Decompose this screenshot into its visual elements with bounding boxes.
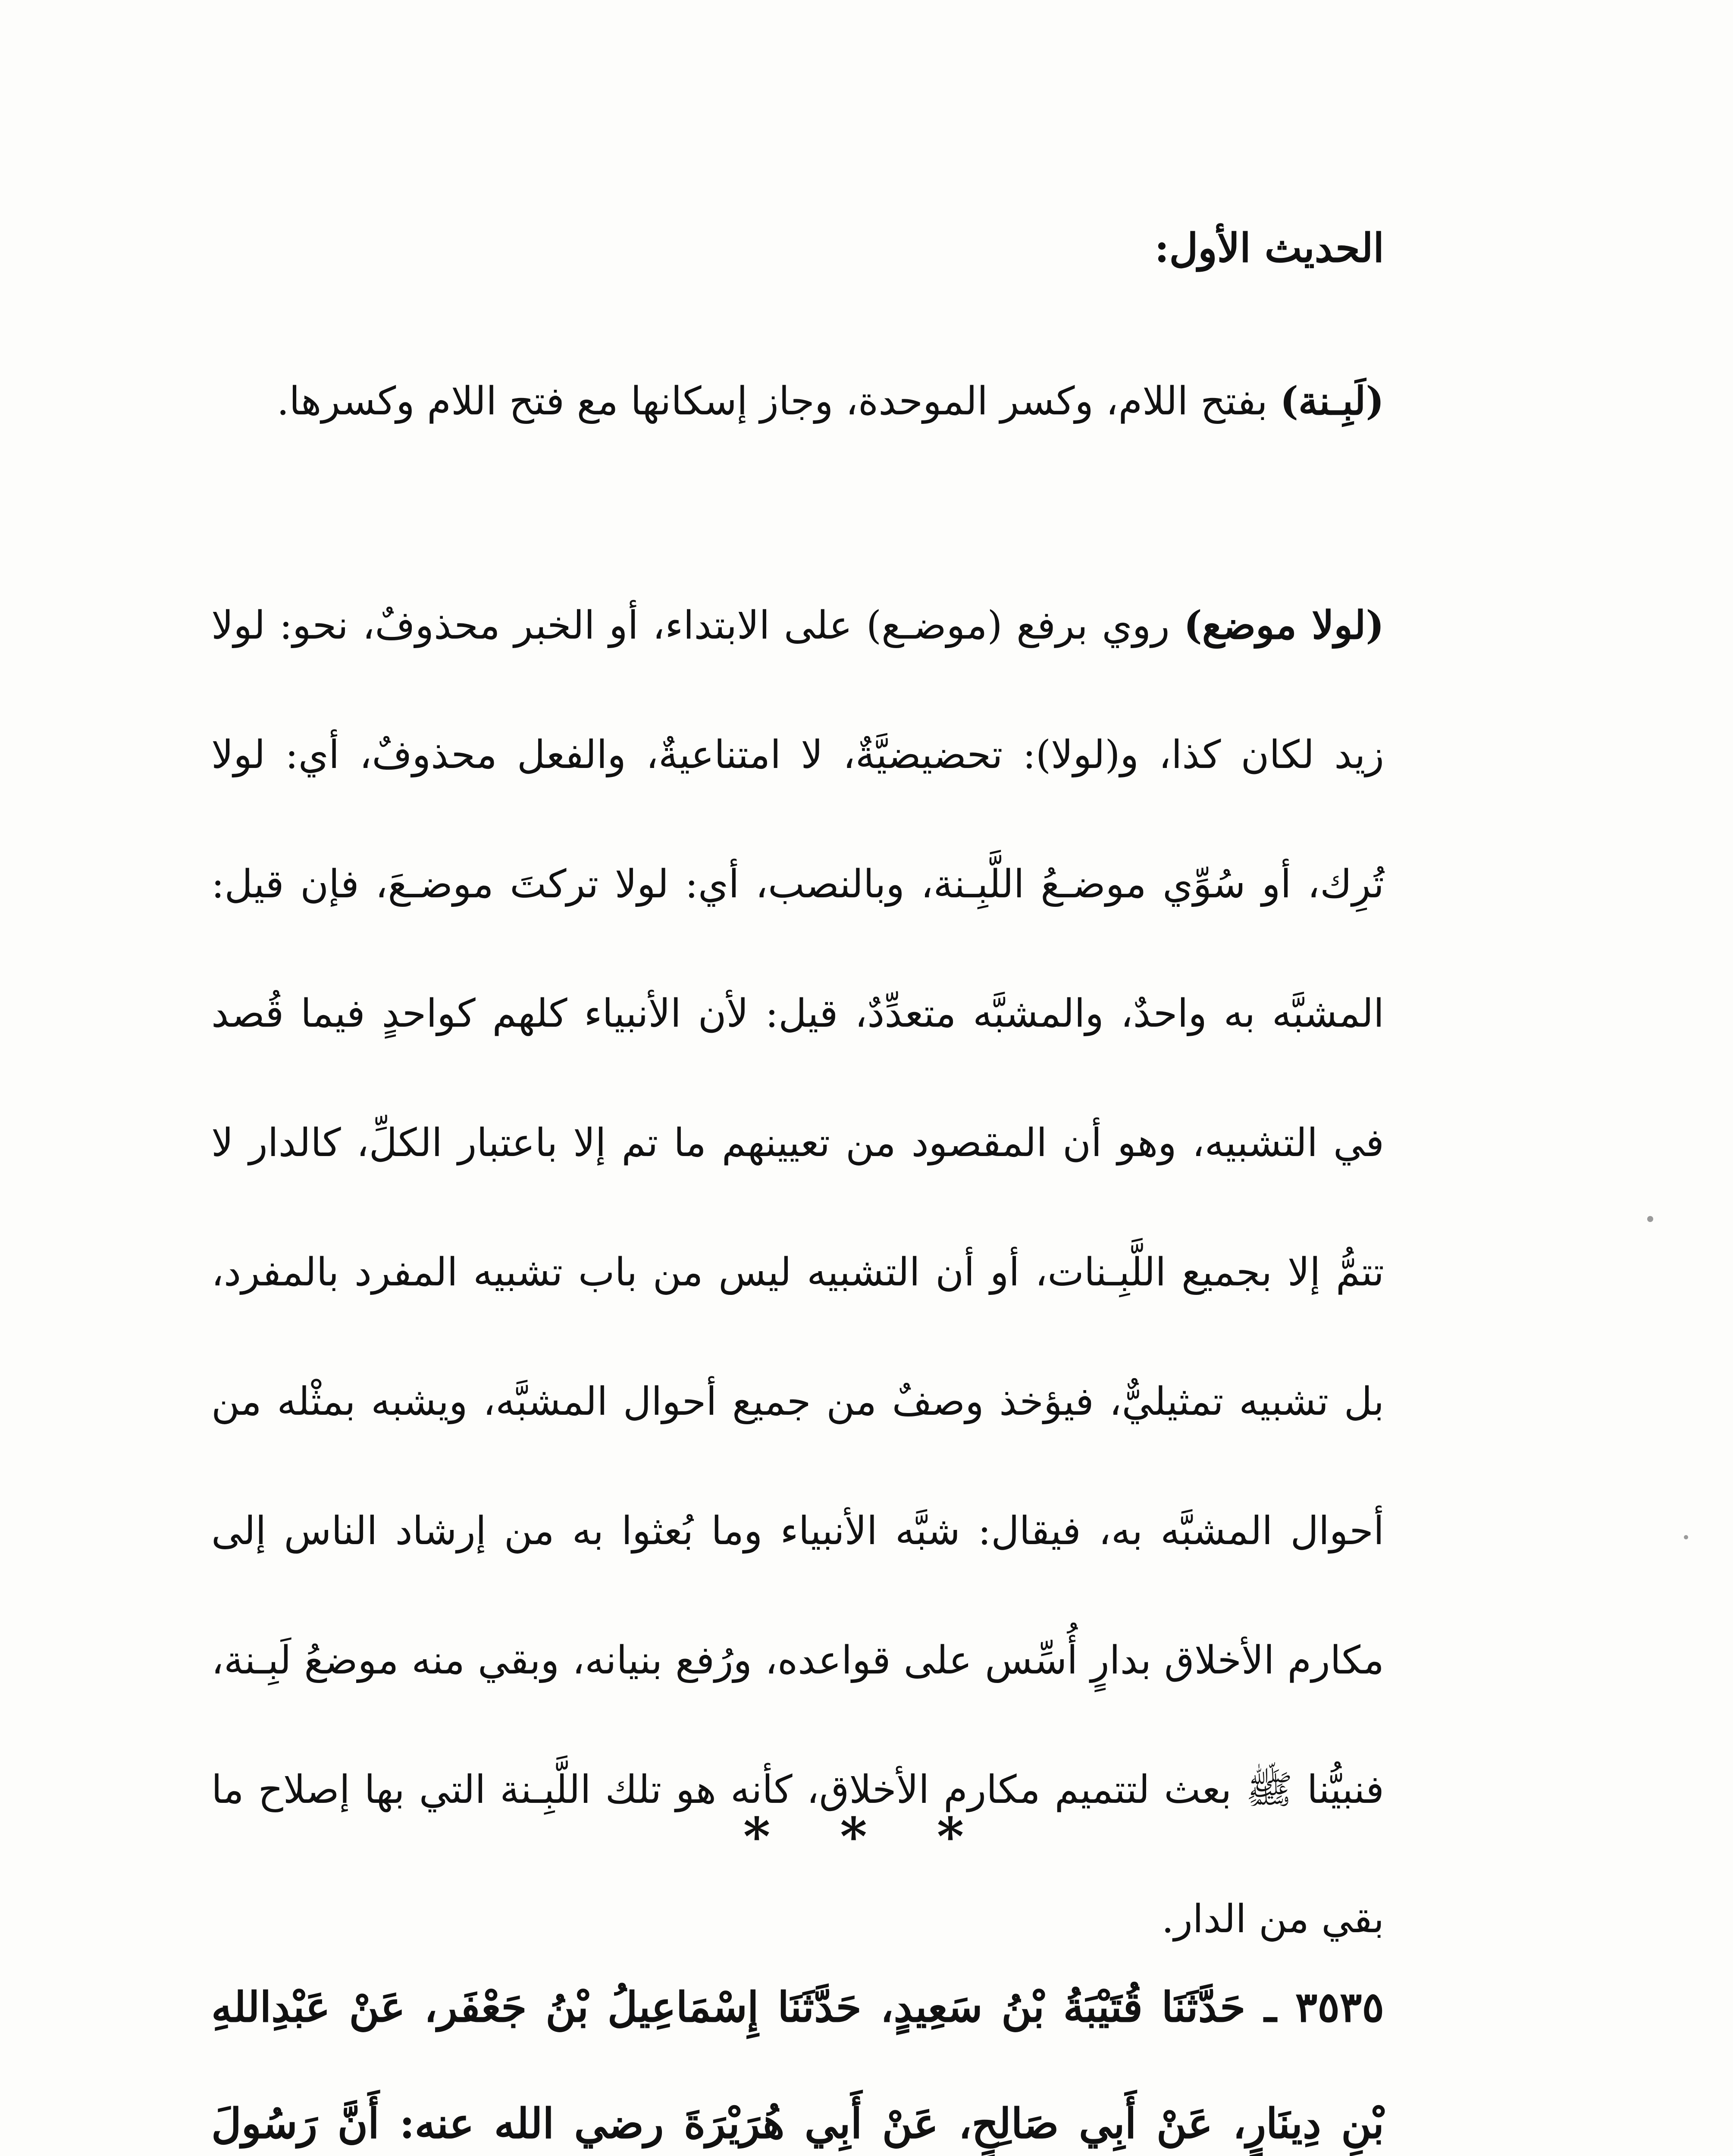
paragraph-text: بفتح اللام، وكسر الموحدة، وجاز إسكانها مع فتح اللام وكسرها. [276, 379, 1280, 424]
scan-speck [1647, 1216, 1653, 1222]
hadith-text: ٣٥٣٥ ـ حَدَّثَنَا قُتَيْبَةُ بْنُ سَعِيدٍ، حَدَّثَنَا إِسْمَاعِيلُ بْنُ جَعْفَر، عَنْ عَبْدِاللهِ بْنِ دِينَارٍ، عَنْ أَبِي صَالِحٍ، عَنْ أَبِي هُرَيْرَةَ رضي الله عنه: أَنَّ رَسُولَ [211, 1983, 1384, 2148]
commentary-paragraph-2 [211, 561, 1384, 1984]
section-heading: الحديث الأول: [1154, 225, 1384, 271]
term-label: (لَبِـنة) [1280, 378, 1384, 424]
term-label: (لولا موضع) [1184, 602, 1384, 648]
scan-speck [1684, 1535, 1688, 1539]
section-separator: * * * [743, 1806, 990, 1867]
paragraph-text: روي برفع (موضـع) على الابتداء، أو الخبر محذوفٌ، نحو: لولا زيد لكان كذا، و(لولا): تحضيضيَّةٌ، لا امتناعيةٌ، والفعل محذوفٌ، أي: لولا تُرِك، أو سُوِّي موضـعُ اللَّبِـنة، وبالنصب، أي: لولا تركتَ موضـعَ، فإن قيل: المشبَّه به واحدٌ، والمشبَّه متعدِّدٌ، قيل: لأن الأنبياء كلهم كواحدٍ فيما قُصد في التشبيه، وهو أن المقصود من تعيينهم ما تم إلا باعتبار الكلِّ، كالدار لا تتمُّ إلا بجميع اللَّبِـنات، أو أن التشبيه ليس من باب تشبيه المفرد بالمفرد، بل تشبيه تمثيليٌّ، فيؤخذ وصفٌ من جميع أحوال المشبَّه، ويشبه بمثْله من أحوال المشبَّه به، فيقال: شبَّه الأنبياء وما بُعثوا به من إرشاد الناس إلى مكارم الأخلاق بدارٍ أُسِّس على قواعده، ورُفع بنيانه، وبقي منه موضعُ لَبِـنة، فنبيُّنا ﷺ بعث لتتميم مكارم الأخلاق، كأنه هو تلك اللَّبِـنة التي بها إصلاح ما بقي من الدار. [211, 603, 1384, 1942]
commentary-paragraph-1 [211, 336, 1384, 466]
